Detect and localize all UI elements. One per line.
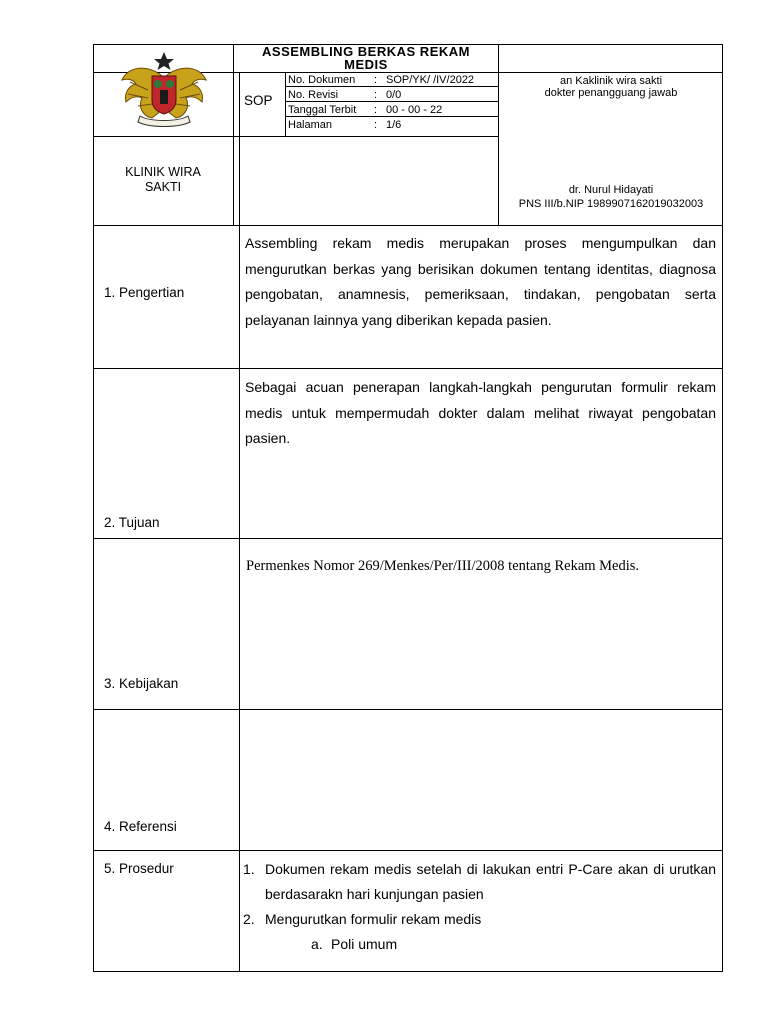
- list-text: Mengurutkan formulir rekam medis: [265, 911, 482, 927]
- meta-separator: :: [374, 89, 378, 101]
- list-item: [243, 907, 716, 932]
- meta-value: 00 - 00 - 22: [386, 104, 443, 116]
- procedure-list: [243, 857, 716, 957]
- meta-label: Halaman: [288, 119, 333, 131]
- list-item: [243, 857, 716, 907]
- document-title: ASSEMBLING BERKAS REKAM MEDIS: [262, 44, 470, 72]
- sop-label: SOP: [244, 93, 273, 108]
- list-subitem: [243, 932, 716, 957]
- list-number: 1.: [243, 861, 255, 877]
- list-text: Dokumen rekam medis setelah di lakukan entri P-Care akan di urutkan berdasarakn hari kunjungan pasien: [265, 861, 716, 902]
- meta-label: No. Dokumen: [288, 74, 356, 86]
- meta-row-halaman: [286, 119, 498, 131]
- section-text-kebijakan: Permenkes Nomor 269/Menkes/Per/III/2008 tentang Rekam Medis.: [246, 558, 640, 574]
- signer-nip: PNS III/b.NIP 1989907162019032003: [518, 198, 704, 210]
- meta-separator: :: [374, 104, 378, 116]
- section-label-tujuan: 2. Tujuan: [104, 515, 160, 530]
- meta-row-tanggal-terbit: [286, 104, 498, 117]
- meta-value: 1/6: [386, 119, 402, 131]
- meta-row-nomor-dokumen: [286, 74, 498, 87]
- section-label-pengertian: 1. Pengertian: [104, 285, 185, 300]
- approval-line-2: dokter penangguang jawab: [544, 87, 678, 99]
- military-emblem-icon: [118, 50, 210, 130]
- section-text-tujuan: Sebagai acuan penerapan langkah-langkah pengurutan formulir rekam medis untuk mempermudah dokter dalam melihat riwayat pengobatan pasien.: [245, 379, 716, 446]
- section-text-pengertian: Assembling rekam medis merupakan proses mengumpulkan dan mengurutkan berkas yang berisikan dokumen tentang identitas, diagnosa pengobatan, anamnesis, pemeriksaan, tindakan, pengobatan serta pelayanan lainnya yang diberikan kepada pasien.: [245, 235, 716, 328]
- list-number: 2.: [243, 911, 255, 927]
- list-text: Poli umum: [331, 936, 398, 952]
- logo: [118, 50, 210, 130]
- meta-value: SOP/YK/ /IV/2022: [386, 74, 475, 86]
- meta-label: Tanggal Terbit: [288, 104, 357, 116]
- approval-line-1: an Kaklinik wira sakti: [559, 75, 663, 87]
- meta-value: 0/0: [386, 89, 402, 101]
- meta-row-nomor-revisi: [286, 89, 498, 102]
- clinic-name: KLINIK WIRA SAKTI: [125, 165, 201, 194]
- meta-separator: :: [374, 119, 378, 131]
- meta-separator: :: [374, 74, 378, 86]
- document-meta-table: [286, 74, 498, 136]
- section-label-referensi: 4. Referensi: [104, 819, 177, 834]
- signer-name: dr. Nurul Hidayati: [568, 184, 654, 196]
- section-label-kebijakan: 3. Kebijakan: [104, 676, 179, 691]
- meta-label: No. Revisi: [288, 89, 339, 101]
- list-letter: a.: [311, 936, 323, 952]
- section-label-prosedur: 5. Prosedur: [104, 861, 174, 876]
